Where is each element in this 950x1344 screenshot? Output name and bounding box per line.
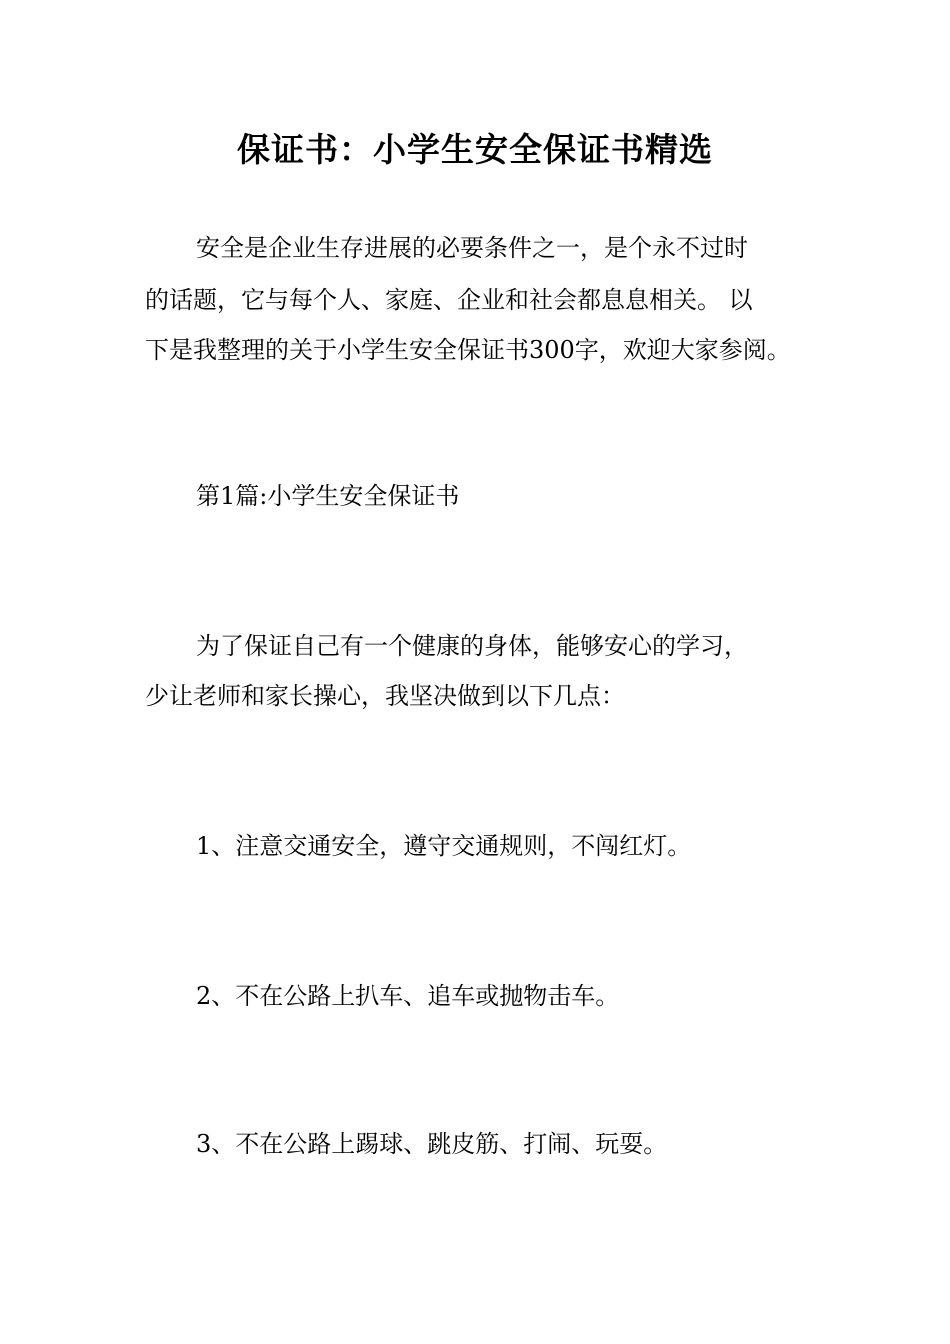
intro-line-2: 的话题，它与每个人、家庭、企业和社会都息息相关。 以 <box>145 286 753 314</box>
pledge-line-2: 少让老师和家长操心，我坚决做到以下几点： <box>145 682 625 710</box>
list-item: 1、注意交通安全，遵守交通规则，不闯红灯。 <box>196 832 692 860</box>
list-item: 2、不在公路上扒车、追车或抛物击车。 <box>196 982 620 1010</box>
document-title: 保证书：小学生安全保证书精选 <box>237 130 713 169</box>
section-heading: 第1篇:小学生安全保证书 <box>196 482 460 510</box>
list-item: 3、不在公路上踢球、跳皮筋、打闹、玩耍。 <box>196 1130 668 1158</box>
intro-line-3: 下是我整理的关于小学生安全保证书300字，欢迎大家参阅。 <box>145 336 791 364</box>
pledge-line-1: 为了保证自己有一个健康的身体，能够安心的学习， <box>196 632 748 660</box>
intro-line-1: 安全是企业生存进展的必要条件之一，是个永不过时 <box>196 234 748 262</box>
